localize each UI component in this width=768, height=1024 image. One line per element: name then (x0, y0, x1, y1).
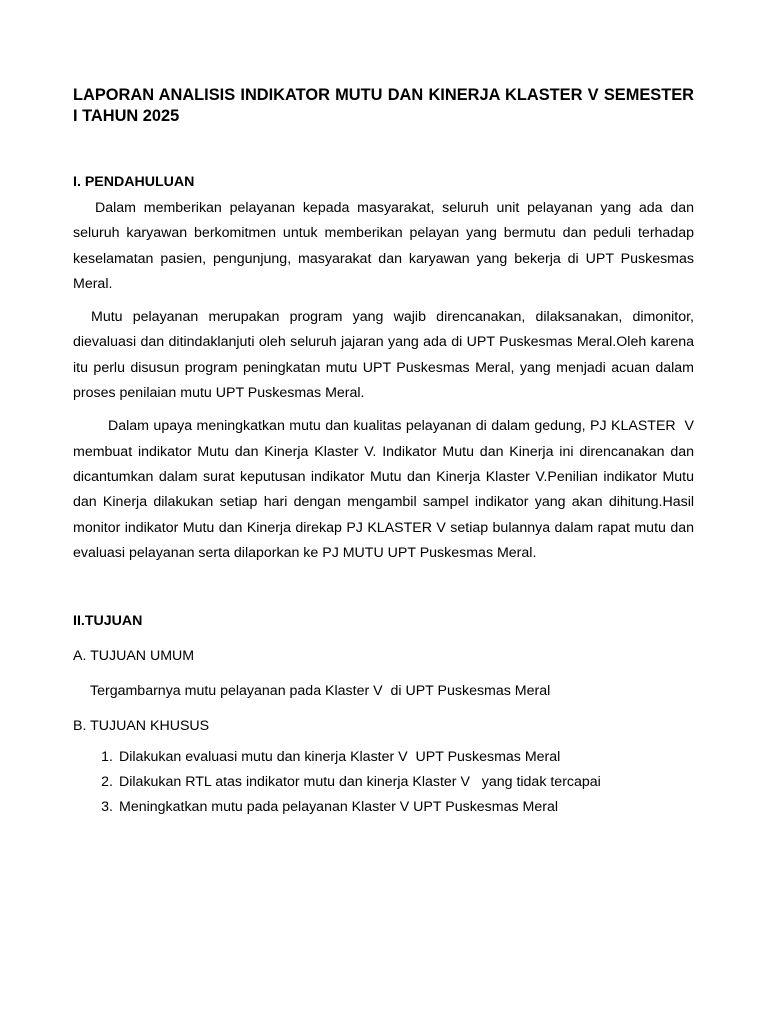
tujuan-khusus-list (73, 745, 694, 820)
list-item (73, 770, 694, 795)
list-item (73, 795, 694, 820)
document-page (73, 85, 698, 820)
paragraph-pendahuluan-3 (73, 414, 698, 566)
paragraph-pendahuluan-3-text: Dalam upaya meningkatkan mutu dan kualitas pelayanan di dalam gedung, PJ KLASTER V membuat indikator Mutu dan Kinerja Klaster V. Indikator Mutu dan Kinerja ini direncanakan dan dicantumkan dalam surat keputusan indikator Mutu dan Kinerja Klaster V.Penilian indikator Mutu dan Kinerja dilakukan setiap hari dengan mengambil sampel indikator yang akan dihitung.Hasil monitor indikator Mutu dan Kinerja direkap PJ KLASTER V setiap bulannya dalam rapat mutu dan evaluasi pelayanan serta dilaporkan ke PJ MUTU UPT Puskesmas Meral. (73, 418, 698, 561)
subheading-tujuan-umum: A. TUJUAN UMUM (73, 648, 195, 665)
paragraph-pendahuluan-1 (73, 196, 694, 297)
list-item (73, 745, 694, 770)
subheading-tujuan-khusus: B. TUJUAN KHUSUS (73, 718, 210, 735)
document-title: LAPORAN ANALISIS INDIKATOR MUTU DAN KINERJA KLASTER V SEMESTER I TAHUN 2025 (73, 86, 694, 125)
section-heading-pendahuluan: I. PENDAHULUAN (73, 174, 195, 190)
paragraph-pendahuluan-2-text: Mutu pelayanan merupakan program yang wajib direncanakan, dilaksanakan, dimonitor, dievaluasi dan ditindaklanjuti oleh seluruh jajaran yang ada di UPT Puskesmas Meral.Oleh karena itu perlu disusun program peningkatan mutu UPT Puskesmas Meral, yang menjadi acuan dalam proses penilaian mutu UPT Puskesmas Meral. (73, 309, 694, 402)
list-item-number: 1. (101, 749, 113, 766)
tujuan-umum-text (73, 682, 694, 700)
paragraph-pendahuluan-2 (73, 305, 694, 406)
list-item-text: Meningkatkan mutu pada pelayanan Klaster V UPT Puskesmas Meral (119, 799, 558, 816)
tujuan-umum-text-content: Tergambarnya mutu pelayanan pada Klaster V di UPT Puskesmas Meral (90, 683, 551, 700)
section-heading-tujuan: II.TUJUAN (73, 613, 143, 630)
list-item-number: 3. (101, 799, 113, 816)
list-item-text: Dilakukan RTL atas indikator mutu dan kinerja Klaster V yang tidak tercapai (119, 774, 601, 791)
list-item-number: 2. (101, 774, 113, 791)
list-item-text: Dilakukan evaluasi mutu dan kinerja Klaster V UPT Puskesmas Meral (119, 749, 561, 766)
paragraph-pendahuluan-1-text: Dalam memberikan pelayanan kepada masyarakat, seluruh unit pelayanan yang ada dan seluruh karyawan berkomitmen untuk memberikan pelayan yang bermutu dan peduli terhadap keselamatan pasien, pengunjung, masyarakat dan karyawan yang bekerja di UPT Puskesmas Meral. (73, 200, 694, 292)
